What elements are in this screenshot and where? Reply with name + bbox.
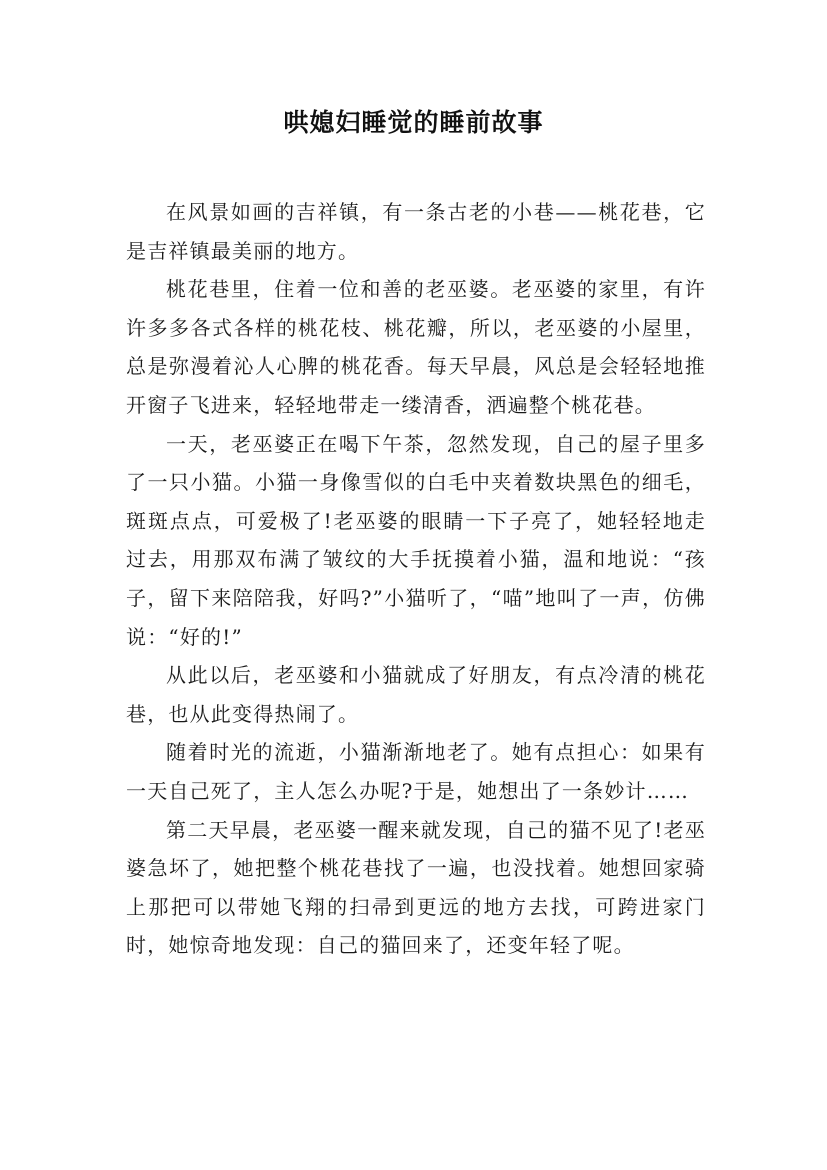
paragraph-4: 从此以后，老巫婆和小猫就成了好朋友，有点冷清的桃花巷，也从此变得热闹了。 (126, 663, 706, 726)
paragraph-2: 桃花巷里，住着一位和善的老巫婆。老巫婆的家里，有许许多多各式各样的桃花枝、桃花瓣，所以，老巫婆的小屋里，总是弥漫着沁人心脾的桃花香。每天早晨，风总是会轻轻地推开窗子飞进来，轻轻地带走一缕清香，洒遍整个桃花巷。 (126, 277, 706, 417)
paragraph-6: 第二天早晨，老巫婆一醒来就发现，自己的猫不见了!老巫婆急坏了，她把整个桃花巷找了一遍，也没找着。她想回家骑上那把可以带她飞翔的扫帚到更远的地方去找，可跨进家门时，她惊奇地发现：自己的猫回来了，还变年轻了呢。 (126, 817, 706, 958)
document-body (126, 193, 706, 965)
document-title: 哄媳妇睡觉的睡前故事 (283, 108, 544, 137)
paragraph-1: 在风景如画的吉祥镇，有一条古老的小巷——桃花巷，它是吉祥镇最美丽的地方。 (126, 200, 706, 263)
paragraph-3: 一天，老巫婆正在喝下午茶，忽然发现，自己的屋子里多了一只小猫。小猫一身像雪似的白毛中夹着数块黑色的细毛，斑斑点点，可爱极了!老巫婆的眼睛一下子亮了，她轻轻地走过去，用那双布满了皱纹的大手抚摸着小猫，温和地说：“孩子，留下来陪陪我，好吗?”小猫听了，“喵”地叫了一声，仿佛说：“好的!” (126, 431, 706, 649)
paragraph-5: 随着时光的流逝，小猫渐渐地老了。她有点担心：如果有一天自己死了，主人怎么办呢?于是，她想出了一条妙计…… (126, 740, 706, 803)
